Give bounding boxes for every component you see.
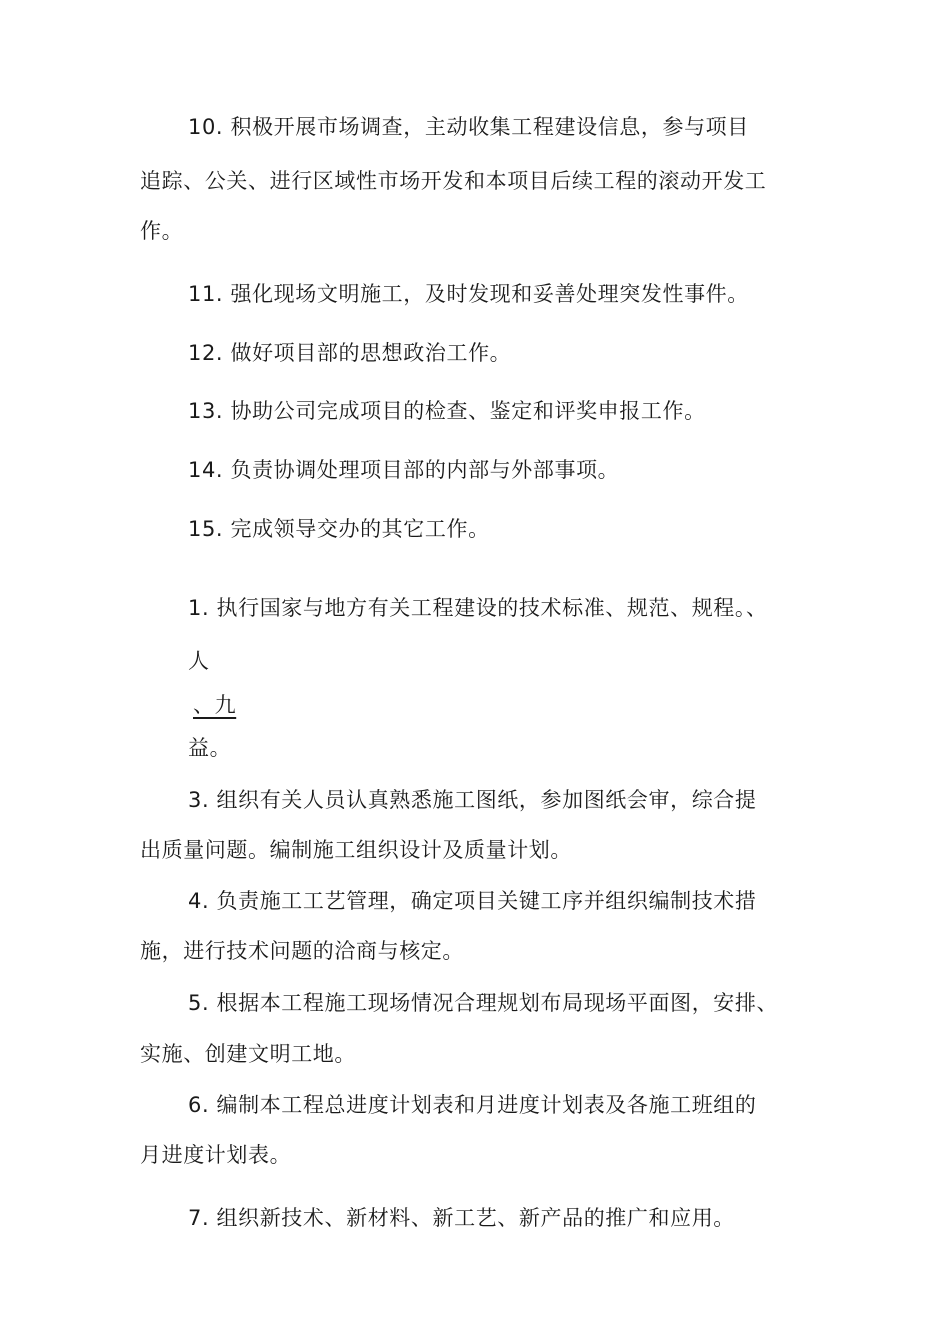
text-line: 作。 <box>140 219 184 243</box>
text-line: 4. 负责施工工艺管理，确定项目关键工序并组织编制技术措 <box>188 889 757 913</box>
text-line: 月进度计划表。 <box>140 1143 292 1167</box>
text-line: 益。 <box>188 736 232 760</box>
text-line: 出质量问题。编制施工组织设计及质量计划。 <box>140 838 572 862</box>
text-line: 12. 做好项目部的思想政治工作。 <box>188 341 512 365</box>
text-line: 13. 协助公司完成项目的检查、鉴定和评奖申报工作。 <box>188 399 706 423</box>
text-line: 施，进行技术问题的洽商与核定。 <box>140 939 464 963</box>
text-line: 14. 负责协调处理项目部的内部与外部事项。 <box>188 458 620 482</box>
text-line: 15. 完成领导交办的其它工作。 <box>188 517 490 541</box>
text-line: 6. 编制本工程总进度计划表和月进度计划表及各施工班组的 <box>188 1093 757 1117</box>
text-line: 实施、创建文明工地。 <box>140 1042 356 1066</box>
text-line: 人 <box>188 649 210 673</box>
text-line: 10. 积极开展市场调查，主动收集工程建设信息，参与项目 <box>188 115 749 139</box>
text-line: 7. 组织新技术、新材料、新工艺、新产品的推广和应用。 <box>188 1206 735 1230</box>
text-line: 3. 组织有关人员认真熟悉施工图纸，参加图纸会审，综合提 <box>188 788 757 812</box>
text-line: 1. 执行国家与地方有关工程建设的技术标准、规范、规程。、 <box>188 596 768 620</box>
text-line: 11. 强化现场文明施工，及时发现和妥善处理突发性事件。 <box>188 282 749 306</box>
text-line: 5. 根据本工程施工现场情况合理规划布局现场平面图，安排、 <box>188 991 779 1015</box>
text-line: 追踪、公关、进行区域性市场开发和本项目后续工程的滚动开发工 <box>140 169 767 193</box>
text-fragment: 、九 <box>193 693 237 717</box>
